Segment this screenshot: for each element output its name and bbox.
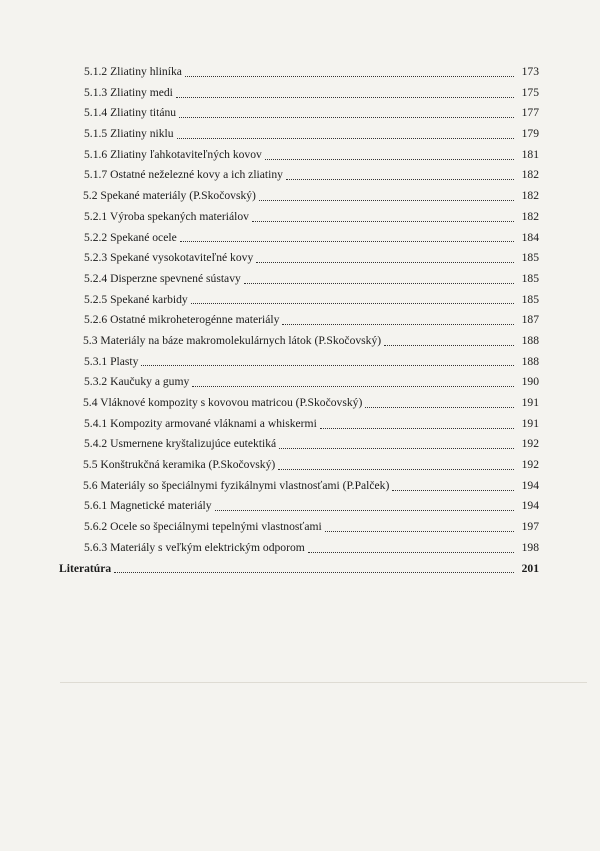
toc-entry-page: 177: [521, 106, 539, 120]
dot-leader: [244, 283, 514, 284]
toc-entry-title: 5.2.1 Výroba spekaných materiálov: [84, 209, 249, 223]
toc-entry: [59, 310, 539, 331]
toc-entry-title: 5.2.5 Spekané karbidy: [84, 292, 188, 306]
dot-leader: [265, 159, 514, 160]
toc-entry-title: 5.1.7 Ostatné neželezné kovy a ich zliatiny: [84, 168, 283, 182]
toc-entry-page: 192: [521, 437, 539, 451]
toc-entry-page: 188: [521, 354, 539, 368]
toc-entry-page: 198: [521, 540, 539, 554]
toc-entry: [59, 352, 539, 373]
toc-entry-page: 194: [521, 478, 539, 492]
toc-entry: [59, 455, 539, 476]
toc-entry: [59, 517, 539, 538]
toc-entry-page: 179: [521, 127, 539, 141]
dot-leader: [278, 469, 514, 470]
toc-entry-page: 181: [521, 147, 539, 161]
dot-leader: [365, 407, 514, 408]
toc-entry: [59, 476, 539, 497]
toc-entry-page: 185: [521, 271, 539, 285]
toc-entry: [59, 124, 539, 145]
toc-entry-page: 192: [521, 458, 539, 472]
toc-entry-title: 5.1.3 Zliatiny medi: [84, 85, 173, 99]
toc-entry-title: 5.2.3 Spekané vysokotaviteľné kovy: [84, 251, 254, 265]
toc-entry-title: Literatúra: [59, 561, 112, 575]
toc-entry-title: 5.1.6 Zliatiny ľahkotaviteľných kovov: [84, 147, 262, 161]
dot-leader: [192, 386, 514, 387]
toc-entry-title: 5.1.5 Zliatiny niklu: [84, 127, 174, 141]
dot-leader: [176, 97, 514, 98]
toc-entry: [59, 62, 539, 83]
dot-leader: [191, 303, 514, 304]
dot-leader: [308, 552, 514, 553]
toc-entry-page: 173: [521, 65, 539, 78]
toc-entry-title: 5.3.2 Kaučuky a gumy: [84, 375, 190, 389]
toc-entry-title: 5.2.4 Disperzne spevnené sústavy: [84, 271, 241, 285]
toc-entry-page: 201: [521, 561, 539, 575]
toc-entry: [59, 186, 539, 207]
toc-entry-page: 197: [521, 520, 539, 534]
toc-entry-page: 187: [521, 313, 539, 327]
toc-entry: [59, 496, 539, 517]
toc-entry-page: 185: [521, 251, 539, 265]
toc-entry-page: 191: [521, 416, 539, 430]
toc-entry-title: 5.5 Konštrukčná keramika (P.Skočovský): [83, 458, 276, 472]
toc-entry-title: 5.6.1 Magnetické materiály: [84, 499, 212, 513]
dot-leader: [180, 241, 514, 242]
toc-entry-title: 5.2 Spekané materiály (P.Skočovský): [83, 189, 256, 203]
dot-leader: [286, 179, 514, 180]
dot-leader: [256, 262, 514, 263]
dot-leader: [185, 76, 514, 77]
toc-entry: [59, 434, 539, 455]
toc-entry: [59, 228, 539, 249]
toc-entry-title: 5.3 Materiály na báze makromolekulárnych látok (P.Skočovský): [83, 333, 382, 347]
toc-entry: [59, 393, 539, 414]
toc-entry-page: 182: [521, 168, 539, 182]
toc-entry: [59, 372, 539, 393]
dot-leader: [114, 572, 514, 573]
toc-entry: [59, 414, 539, 435]
toc-entry-page: 190: [521, 375, 539, 389]
toc-entry-title: 5.4 Vláknové kompozity s kovovou matricou (P.Skočovský): [83, 396, 363, 409]
bleed-through-rule: [60, 682, 587, 683]
toc-entry-page: 182: [521, 209, 539, 223]
toc-entry: [59, 248, 539, 269]
dot-leader: [279, 448, 514, 449]
dot-leader: [252, 221, 514, 222]
toc-entry-title: 5.1.4 Zliatiny titánu: [84, 106, 177, 120]
toc-entry: [59, 538, 539, 559]
toc-entry: [59, 207, 539, 228]
dot-leader: [325, 531, 514, 532]
toc-entry: [59, 290, 539, 311]
dot-leader: [282, 324, 514, 325]
toc-entry: [59, 103, 539, 124]
dot-leader: [177, 138, 514, 139]
toc-entry-page: 194: [521, 499, 539, 513]
toc-entry: [59, 331, 539, 352]
toc-entry-page: 191: [521, 396, 539, 409]
toc-entry-title: 5.2.6 Ostatné mikroheterogénne materiály: [84, 313, 280, 327]
toc-entry-title: 5.2.2 Spekané ocele: [84, 230, 177, 244]
dot-leader: [179, 117, 514, 118]
dot-leader: [259, 200, 514, 201]
toc-entry-page: 182: [521, 189, 539, 203]
toc-entry: [59, 269, 539, 290]
toc-entry-page: 175: [521, 85, 539, 99]
dot-leader: [392, 490, 514, 491]
dot-leader: [384, 345, 514, 346]
toc-entry: [59, 145, 539, 166]
dot-leader: [320, 428, 514, 429]
toc-entry-page: 184: [521, 230, 539, 244]
table-of-contents: [59, 62, 539, 579]
toc-entry-page: 185: [521, 292, 539, 306]
toc-entry-literature: [59, 559, 539, 580]
toc-entry-title: 5.4.2 Usmernene kryštalizujúce eutektiká: [84, 437, 277, 451]
toc-entry-page: 188: [521, 333, 539, 347]
toc-entry-title: 5.6.2 Ocele so špeciálnymi tepelnými vlastnosťami: [84, 520, 322, 534]
toc-entry-title: 5.3.1 Plasty: [84, 354, 139, 368]
toc-entry: [59, 165, 539, 186]
dot-leader: [141, 365, 514, 366]
toc-entry-title: 5.4.1 Kompozity armované vláknami a whiskermi: [84, 416, 317, 430]
toc-entry-title: 5.6 Materiály so špeciálnymi fyzikálnymi vlastnosťami (P.Palček): [83, 478, 390, 492]
toc-entry-title: 5.6.3 Materiály s veľkým elektrickým odporom: [84, 540, 305, 554]
toc-entry: [59, 83, 539, 104]
toc-entry-title: 5.1.2 Zliatiny hliníka: [84, 65, 182, 78]
dot-leader: [215, 510, 515, 511]
